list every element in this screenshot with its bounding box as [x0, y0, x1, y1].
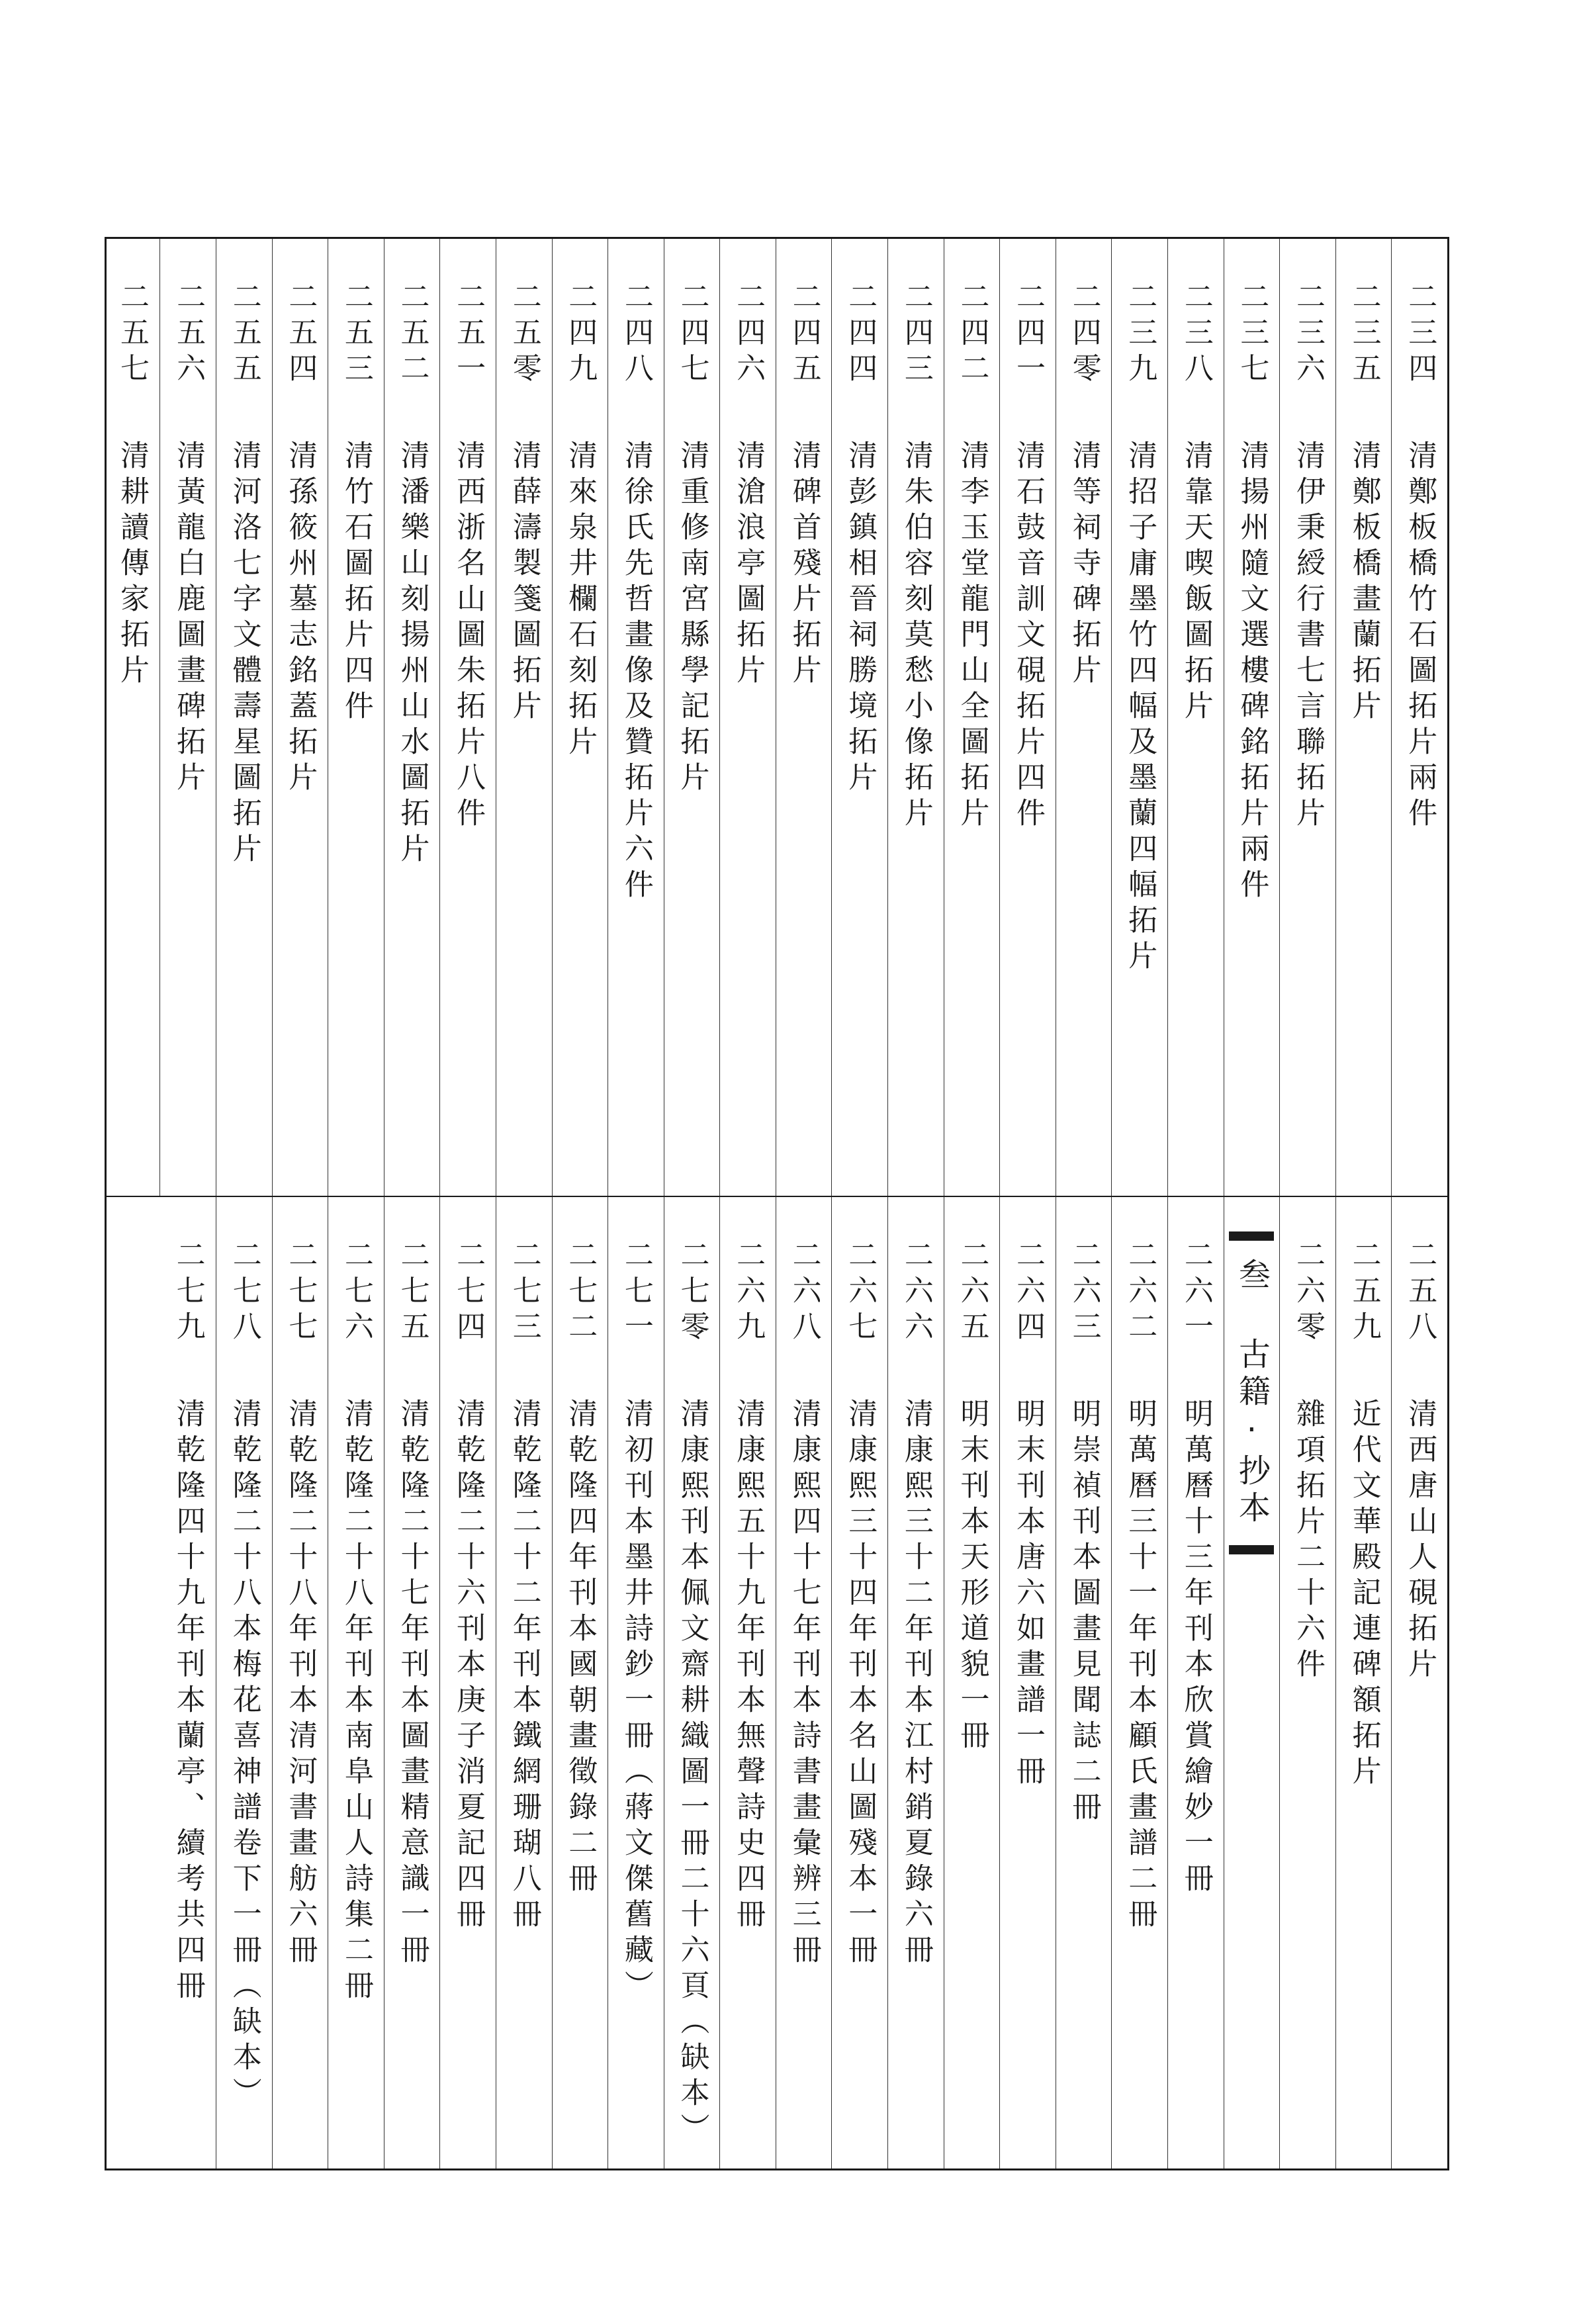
entry-title: 雜項拓片二十六件: [1291, 1398, 1326, 1684]
entry-title: 明萬曆十三年刊本欣賞繪妙一冊: [1179, 1398, 1213, 1899]
catalog-entry: [831, 239, 887, 1196]
catalog-entry: [1279, 1197, 1335, 2168]
catalog-entry: [552, 239, 608, 1196]
entry-number: 二七零: [675, 1239, 709, 1347]
entry-title: 清西唐山人硯拓片: [1403, 1398, 1437, 1684]
catalog-entry: [1167, 239, 1224, 1196]
catalog-entry: [1391, 239, 1447, 1196]
entry-number: 二五三: [339, 281, 373, 388]
catalog-entry: [104, 239, 160, 1196]
entry-number: 二七一: [619, 1239, 653, 1347]
entry-number: 二五八: [1403, 1239, 1437, 1347]
entry-title: 清西浙名山圖朱拓片八件: [451, 440, 486, 833]
catalog-entry: [384, 1197, 440, 2168]
entry-title: 明萬曆三十一年刊本顧氏畫譜二冊: [1123, 1398, 1157, 1934]
entry-number: 二四三: [899, 281, 933, 388]
catalog-entry: [1111, 1197, 1167, 2168]
entry-number: 二五二: [395, 281, 429, 388]
catalog-entry: [887, 1197, 944, 2168]
catalog-entry: [1335, 239, 1392, 1196]
catalog-entry: [159, 239, 216, 1196]
catalog-entry: [1056, 239, 1112, 1196]
entry-number: 二五六: [171, 281, 206, 388]
catalog-entry: [1335, 1197, 1392, 2168]
catalog-entry: [831, 1197, 887, 2168]
entry-title: 清竹石圖拓片四件: [339, 440, 373, 726]
entry-title: 清等祠寺碑拓片: [1067, 440, 1101, 690]
entry-title: 清乾隆二十六刊本庚子消夏記四冊: [451, 1398, 486, 1934]
entry-number: 二五九: [1347, 1239, 1381, 1347]
entry-number: 二七三: [507, 1239, 541, 1347]
entry-title: 清初刊本墨井詩鈔一冊（蔣文傑舊藏）: [619, 1398, 653, 2006]
catalog-entry: [664, 1197, 720, 2168]
entry-number: 二四七: [675, 281, 709, 388]
entry-number: 二六五: [955, 1239, 989, 1347]
catalog-entry: [1279, 239, 1335, 1196]
entry-title: 明崇禎刊本圖畫見聞誌二冊: [1067, 1398, 1101, 1827]
entry-number: 二三四: [1403, 281, 1437, 388]
catalog-entry: [999, 239, 1056, 1196]
catalog-entry: [944, 239, 1000, 1196]
catalog-entry: [439, 239, 496, 1196]
entry-number: 二六二: [1123, 1239, 1157, 1347]
upper-register: [107, 239, 1447, 1196]
entry-title: 清李玉堂龍門山全圖拓片: [955, 440, 989, 833]
entry-title: 清重修南宮縣學記拓片: [675, 440, 709, 797]
entry-title: 明末刊本唐六如畫譜一冊: [1011, 1398, 1046, 1791]
catalog-entry: [272, 239, 328, 1196]
entry-title: 清康熙四十七年刊本詩書畫彙辨三冊: [787, 1398, 821, 1970]
entry-number: 二六七: [843, 1239, 878, 1347]
entry-title: 清揚州隨文選樓碑銘拓片兩件: [1235, 440, 1269, 905]
entry-number: 二七六: [339, 1239, 373, 1347]
entry-title: 清河洛七字文體壽星圖拓片: [227, 440, 261, 869]
catalog-entry: [496, 1197, 552, 2168]
entry-title: 清康熙五十九年刊本無聲詩史四冊: [731, 1398, 766, 1934]
entry-title: 清徐氏先哲畫像及贊拓片六件: [619, 440, 653, 905]
entry-number: 二七七: [283, 1239, 318, 1347]
entry-number: 二四零: [1067, 281, 1101, 388]
section-column: [1224, 1197, 1280, 2168]
entry-title: 明末刊本天形道貌一冊: [955, 1398, 989, 1756]
entry-number: 二四六: [731, 281, 766, 388]
entry-number: 二五五: [227, 281, 261, 388]
entry-number: 二五四: [283, 281, 318, 388]
lower-register: [107, 1197, 1447, 2168]
entry-number: 二六一: [1179, 1239, 1213, 1347]
entry-title: 清乾隆四十九年刊本蘭亭、續考共四冊: [171, 1398, 205, 2006]
entry-title: 清彭鎮相晉祠勝境拓片: [843, 440, 878, 797]
entry-title: 清伊秉綬行書七言聯拓片: [1291, 440, 1326, 833]
entry-number: 二四四: [843, 281, 878, 388]
entry-number: 二三九: [1123, 281, 1157, 388]
entry-title: 清招子庸墨竹四幅及墨蘭四幅拓片: [1123, 440, 1157, 976]
entry-number: 二六零: [1291, 1239, 1326, 1347]
entry-number: 二六九: [731, 1239, 766, 1347]
catalog-entry: [384, 239, 440, 1196]
entry-title: 清康熙三十四年刊本名山圖殘本一冊: [843, 1398, 878, 1970]
entry-title: 清靠天喫飯圖拓片: [1179, 440, 1213, 726]
entry-number: 二六六: [899, 1239, 933, 1347]
catalog-entry: [216, 239, 272, 1196]
entry-title: 清鄭板橋畫蘭拓片: [1347, 440, 1381, 726]
entry-title: 清潘樂山刻揚州山水圖拓片: [395, 440, 429, 869]
entry-number: 二四九: [563, 281, 598, 388]
catalog-entry: [608, 239, 664, 1196]
entry-title: 清乾隆二十八本梅花喜神譜卷下一冊（缺本）: [227, 1398, 261, 2113]
catalog-entry: [664, 239, 720, 1196]
catalog-entry: [887, 239, 944, 1196]
entry-number: 二五一: [451, 281, 486, 388]
catalog-entry: [776, 1197, 832, 2168]
entry-number: 二四二: [955, 281, 989, 388]
entry-number: 二五零: [507, 281, 541, 388]
entry-title: 清碑首殘片拓片: [787, 440, 821, 690]
catalog-entry: [496, 239, 552, 1196]
entry-title: 近代文華殿記連碑額拓片: [1347, 1398, 1381, 1791]
catalog-entry: [439, 1197, 496, 2168]
entry-title: 清乾隆二十八年刊本南阜山人詩集二冊: [339, 1398, 373, 2006]
catalog-entry: [216, 1197, 272, 2168]
entry-title: 清乾隆二十二年刊本鐵網珊瑚八冊: [507, 1398, 541, 1934]
entry-number: 二七九: [171, 1239, 205, 1347]
catalog-entry: [1391, 1197, 1447, 2168]
entry-number: 二三七: [1235, 281, 1269, 388]
entry-number: 二七五: [395, 1239, 429, 1347]
entry-title: 清來泉井欄石刻拓片: [563, 440, 598, 762]
catalog-entry: [999, 1197, 1056, 2168]
entry-number: 二六四: [1011, 1239, 1046, 1347]
catalog-entry: [1167, 1197, 1224, 2168]
catalog-entry: [272, 1197, 328, 2168]
section-heading: 叁 古籍·抄本: [1229, 1231, 1274, 1554]
catalog-entry: [608, 1197, 664, 2168]
catalog-entry: [776, 239, 832, 1196]
entry-title: 清鄭板橋竹石圖拓片兩件: [1403, 440, 1437, 833]
entry-number: 二三六: [1291, 281, 1326, 388]
entry-title: 清康熙刊本佩文齋耕織圖一冊二十六頁（缺本）: [675, 1398, 709, 2149]
entry-number: 二五七: [115, 281, 150, 388]
catalog-entry: [719, 1197, 776, 2168]
entry-number: 二四一: [1011, 281, 1046, 388]
entry-title: 清薛濤製箋圖拓片: [507, 440, 541, 726]
catalog-entry: [159, 1197, 216, 2168]
catalog-frame: [105, 237, 1449, 2170]
catalog-entry: [1056, 1197, 1112, 2168]
catalog-entry: [1111, 239, 1167, 1196]
entry-number: 二六三: [1067, 1239, 1101, 1347]
entry-title: 清乾隆二十七年刊本圖畫精意識一冊: [395, 1398, 429, 1970]
catalog-entry: [719, 239, 776, 1196]
entry-title: 清孫筱州墓志銘蓋拓片: [283, 440, 318, 797]
entry-number: 二七二: [563, 1239, 598, 1347]
entry-number: 二六八: [787, 1239, 821, 1347]
catalog-entry: [328, 239, 384, 1196]
entry-number: 二三八: [1179, 281, 1213, 388]
entry-title: 清石鼓音訓文硯拓片四件: [1011, 440, 1046, 833]
catalog-entry: [552, 1197, 608, 2168]
entry-number: 二四五: [787, 281, 821, 388]
entry-number: 二七四: [451, 1239, 486, 1347]
entry-number: 二七八: [227, 1239, 261, 1347]
entry-title: 清滄浪亭圖拓片: [731, 440, 766, 690]
catalog-entry: [944, 1197, 1000, 2168]
entry-number: 二四八: [619, 281, 653, 388]
entry-title: 清黃龍白鹿圖畫碑拓片: [171, 440, 206, 797]
entry-number: 二三五: [1347, 281, 1381, 388]
catalog-entry: [328, 1197, 384, 2168]
catalog-entry: [1224, 239, 1280, 1196]
entry-title: 清乾隆二十八年刊本清河書畫舫六冊: [283, 1398, 318, 1970]
entry-title: 清耕讀傳家拓片: [115, 440, 150, 690]
entry-title: 清朱伯容刻莫愁小像拓片: [899, 440, 933, 833]
entry-title: 清康熙三十二年刊本江村銷夏錄六冊: [899, 1398, 933, 1970]
entry-title: 清乾隆四年刊本國朝畫徵錄二冊: [563, 1398, 598, 1899]
